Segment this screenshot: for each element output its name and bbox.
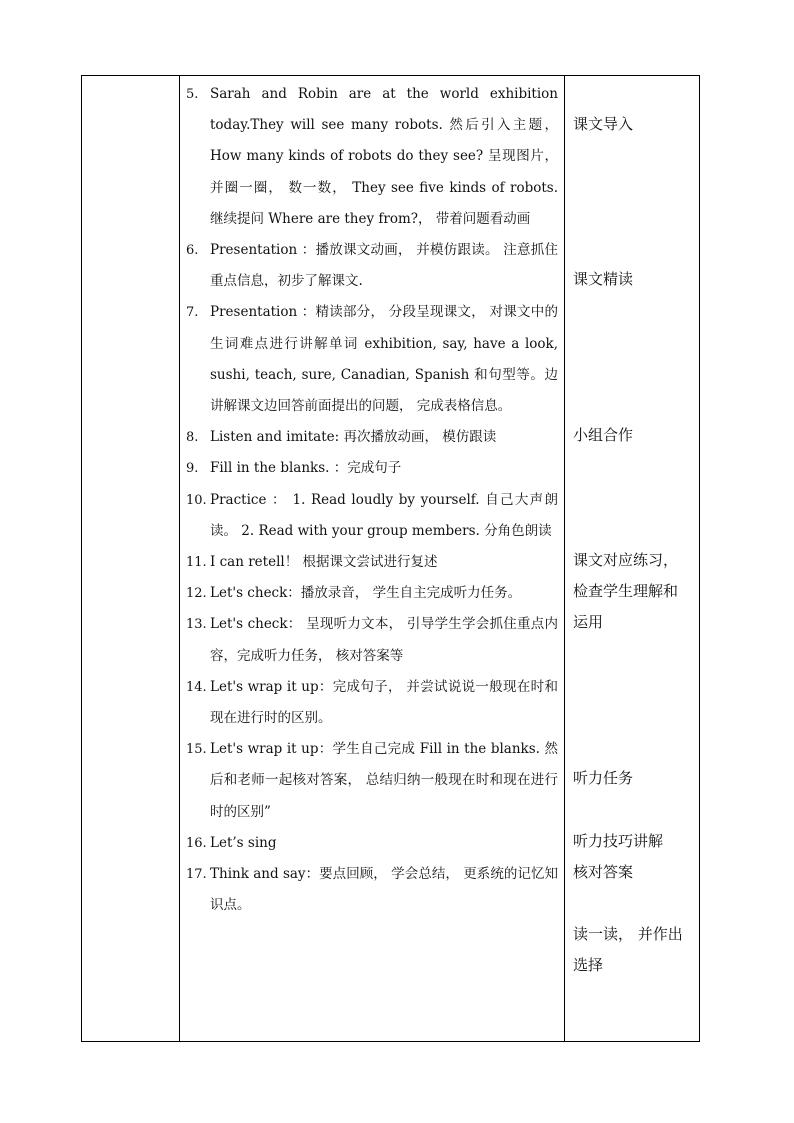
step-text: Let's wrap it up：学生自己完成 Fill in the blanks. 然后和老师一起核对答案， 总结归纳一般现在时和现在进行时的区别” bbox=[210, 741, 558, 820]
step-number: 9. bbox=[186, 461, 199, 477]
step-number: 16. bbox=[186, 835, 207, 851]
teaching-step bbox=[186, 672, 558, 734]
note-text: 读一读， 并作出 bbox=[573, 925, 683, 943]
note-text: 核对答案 bbox=[573, 863, 634, 881]
teaching-step bbox=[186, 422, 558, 453]
note-text: 课文精读 bbox=[573, 270, 634, 288]
note-text: 小组合作 bbox=[573, 426, 634, 444]
step-number: 10. bbox=[186, 492, 207, 508]
step-text: Fill in the blanks. ：完成句子 bbox=[210, 460, 402, 477]
teaching-step bbox=[186, 859, 558, 921]
step-text: Listen and imitate: 再次播放动画， 模仿跟读 bbox=[210, 429, 497, 446]
step-text: Let's check： 呈现听力文本， 引导学生学会抓住重点内容，完成听力任务， 核对答案等 bbox=[210, 616, 558, 664]
teaching-step bbox=[186, 734, 558, 828]
step-number: 15. bbox=[186, 742, 207, 758]
step-text: I can retell！ 根据课文尝试进行复述 bbox=[210, 554, 438, 571]
note-text: 运用 bbox=[573, 613, 604, 631]
step-number: 7. bbox=[186, 305, 199, 321]
step-text: Let's wrap it up：完成句子， 并尝试说说一般现在时和现在进行时的区别。 bbox=[210, 678, 558, 727]
column-divider-left bbox=[179, 76, 180, 1041]
note-text: 听力技巧讲解 bbox=[573, 832, 664, 850]
step-text: Presentation ：精读部分， 分段呈现课文， 对课文中的生词难点进行讲解单词 exhibition, say, have a look, sushi, teach, sure, Canadian, Spanish 和句型等。边讲解课文边回答前面提出的问题， 完成表格信息。 bbox=[210, 304, 558, 415]
step-number: 14. bbox=[186, 679, 207, 695]
lesson-plan-table bbox=[81, 75, 700, 1042]
column-divider-right bbox=[564, 76, 565, 1041]
note-text: 课文对应练习， bbox=[573, 551, 679, 569]
note-text: 课文导入 bbox=[573, 115, 634, 133]
step-number: 6. bbox=[186, 243, 199, 259]
teaching-step bbox=[186, 547, 558, 578]
step-number: 5. bbox=[186, 87, 199, 102]
step-text: Let's check：播放录音， 学生自主完成听力任务。 bbox=[210, 585, 522, 602]
teaching-step bbox=[186, 235, 558, 297]
teaching-step bbox=[186, 609, 558, 671]
note-text: 听力任务 bbox=[573, 769, 634, 787]
note-text: 检查学生理解和 bbox=[573, 582, 679, 600]
teaching-step bbox=[186, 485, 558, 547]
step-number: 13. bbox=[186, 617, 207, 633]
teaching-step bbox=[186, 453, 558, 484]
step-number: 8. bbox=[186, 430, 199, 446]
step-text: Let’s sing bbox=[210, 834, 277, 851]
teaching-step bbox=[186, 79, 558, 235]
step-text: Think and say：要点回顾， 学会总结， 更系统的记忆知识点。 bbox=[210, 866, 558, 914]
teaching-step bbox=[186, 297, 558, 422]
step-text: Presentation ：播放课文动画， 并模仿跟读。 注意抓住重点信息，初步了解课文. bbox=[210, 242, 558, 290]
step-text: Sarah and Robin are at the world exhibition today.They will see many robots. 然后引入主题，How many kinds of robots do they see? 呈现图片，并圈一圈， 数一数， They see five kinds of robots. 继续提问 Where are they from?， 带着问题看动画 bbox=[210, 86, 558, 227]
teaching-steps-list bbox=[186, 79, 558, 921]
step-number: 17. bbox=[186, 867, 207, 883]
step-number: 11. bbox=[186, 555, 207, 571]
step-number: 12. bbox=[186, 586, 207, 602]
step-text: Practice ： 1. Read loudly by yourself. 自己大声朗读。 2. Read with your group members. 分角色朗读 bbox=[210, 491, 558, 539]
teaching-step bbox=[186, 828, 558, 859]
note-text: 选择 bbox=[573, 956, 604, 974]
teaching-step bbox=[186, 578, 558, 609]
